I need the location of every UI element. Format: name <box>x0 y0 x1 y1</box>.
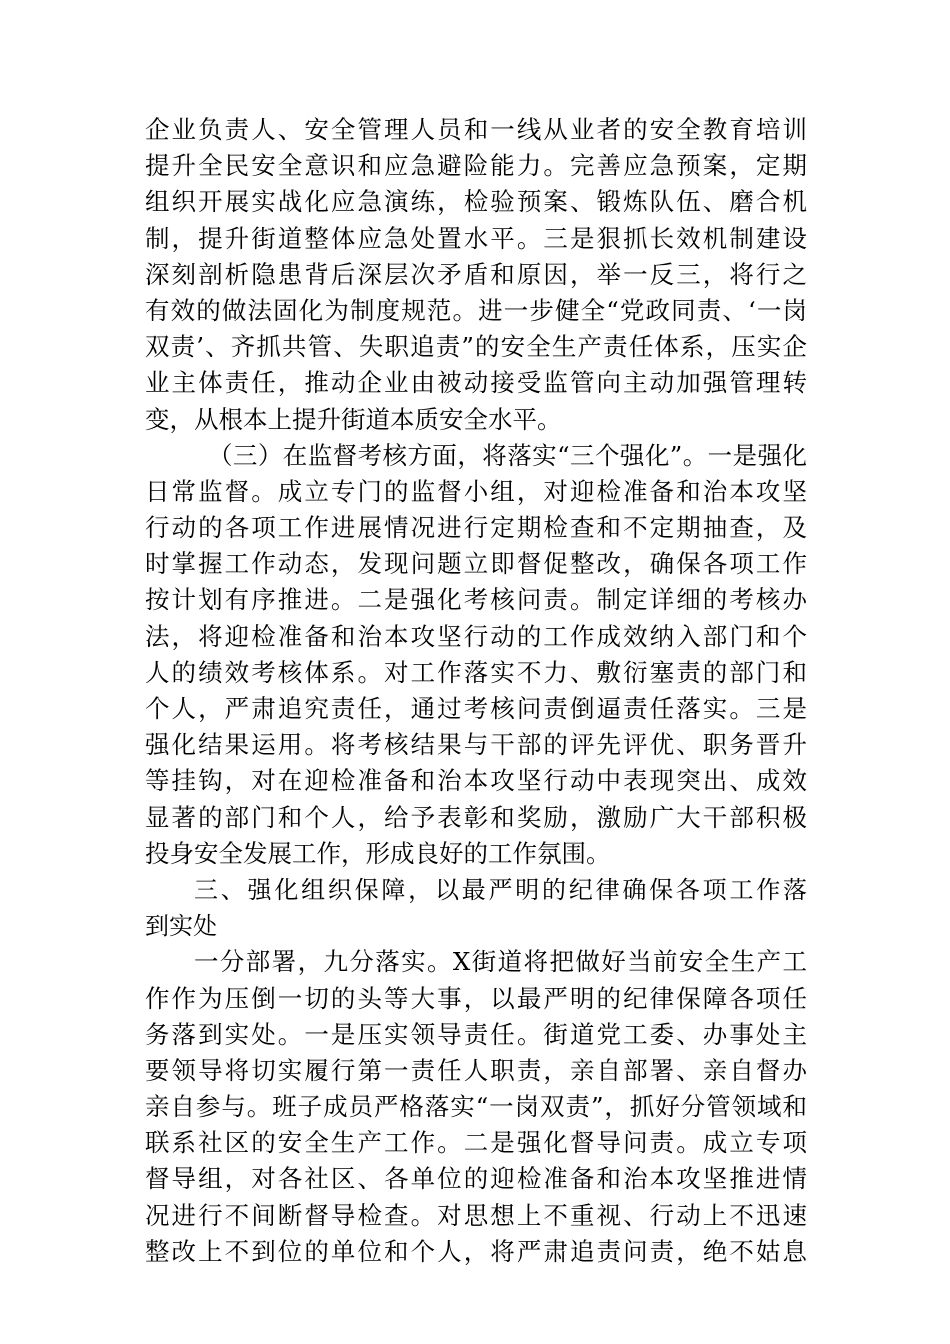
text-line: 个人，严肃追究责任，通过考核问责倒逼责任落实。三是 <box>145 694 807 723</box>
text-line: 督导组，对各社区、各单位的迎检准备和治本攻坚推进情 <box>145 1164 807 1194</box>
text-line: 变，从根本上提升街道本质安全水平。 <box>145 404 562 434</box>
text-line: 显著的部门和个人，给予表彰和奖励，激励广大干部积极 <box>145 802 807 832</box>
text-line: 法，将迎检准备和治本攻坚行动的工作成效纳入部门和个 <box>145 621 807 651</box>
text-line: 双责’、齐抓共管、失职追责”的安全生产责任体系，压实企 <box>145 332 807 362</box>
text-line: 务落到实处。一是压实领导责任。街道党工委、办事处主 <box>145 1019 807 1049</box>
text-line: 有效的做法固化为制度规范。进一步健全“党政同责、‘一岗 <box>145 295 807 325</box>
text-line: 作作为压倒一切的头等大事，以最严明的纪律保障各项任 <box>145 983 807 1013</box>
text-line: 人的绩效考核体系。对工作落实不力、敷衍塞责的部门和 <box>145 657 807 687</box>
main-heading-line: 三、强化组织保障，以最严明的纪律确保各项工作落 <box>194 875 807 904</box>
text-line: 联系社区的安全生产工作。二是强化督导问责。成立专项 <box>145 1128 807 1158</box>
text-line: 企业负责人、安全管理人员和一线从业者的安全教育培训 <box>145 115 807 144</box>
text-line: 行动的各项工作进展情况进行定期检查和不定期抽查，及 <box>145 513 807 543</box>
text-line: 等挂钩，对在迎检准备和治本攻坚行动中表现突出、成效 <box>145 766 807 796</box>
text-line: 业主体责任，推动企业由被动接受监管向主动加强管理转 <box>145 368 807 398</box>
text-line: 提升全民安全意识和应急避险能力。完善应急预案，定期 <box>145 151 807 181</box>
text-line: 一分部署，九分落实。X街道将把做好当前安全生产工 <box>194 947 807 977</box>
text-line: 日常监督。成立专门的监督小组，对迎检准备和治本攻坚 <box>145 476 807 506</box>
text-line: 时掌握工作动态，发现问题立即督促整改，确保各项工作 <box>145 549 807 579</box>
text-line: 制，提升街道整体应急处置水平。三是狠抓长效机制建设 <box>145 223 807 253</box>
text-line: 况进行不间断督导检查。对思想上不重视、行动上不迅速 <box>145 1200 807 1230</box>
section-heading-line: （三）在监督考核方面，将落实“三个强化”。一是强化 <box>208 440 807 470</box>
document-body <box>145 112 807 1270</box>
main-heading-line: 到实处 <box>145 912 217 941</box>
text-line: 整改上不到位的单位和个人，将严肃追责问责，绝不姑息 <box>145 1236 807 1266</box>
text-line: 亲自参与。班子成员严格落实“一岗双责”，抓好分管领域和 <box>145 1092 807 1122</box>
text-line: 组织开展实战化应急演练，检验预案、锻炼队伍、磨合机 <box>145 187 807 217</box>
text-line: 按计划有序推进。二是强化考核问责。制定详细的考核办 <box>145 585 807 615</box>
text-line: 要领导将切实履行第一责任人职责，亲自部署、亲自督办 <box>145 1055 807 1085</box>
text-line: 强化结果运用。将考核结果与干部的评先评优、职务晋升 <box>145 730 807 760</box>
text-line: 投身安全发展工作，形成良好的工作氛围。 <box>145 838 611 868</box>
text-line: 深刻剖析隐患背后深层次矛盾和原因，举一反三，将行之 <box>145 259 807 289</box>
